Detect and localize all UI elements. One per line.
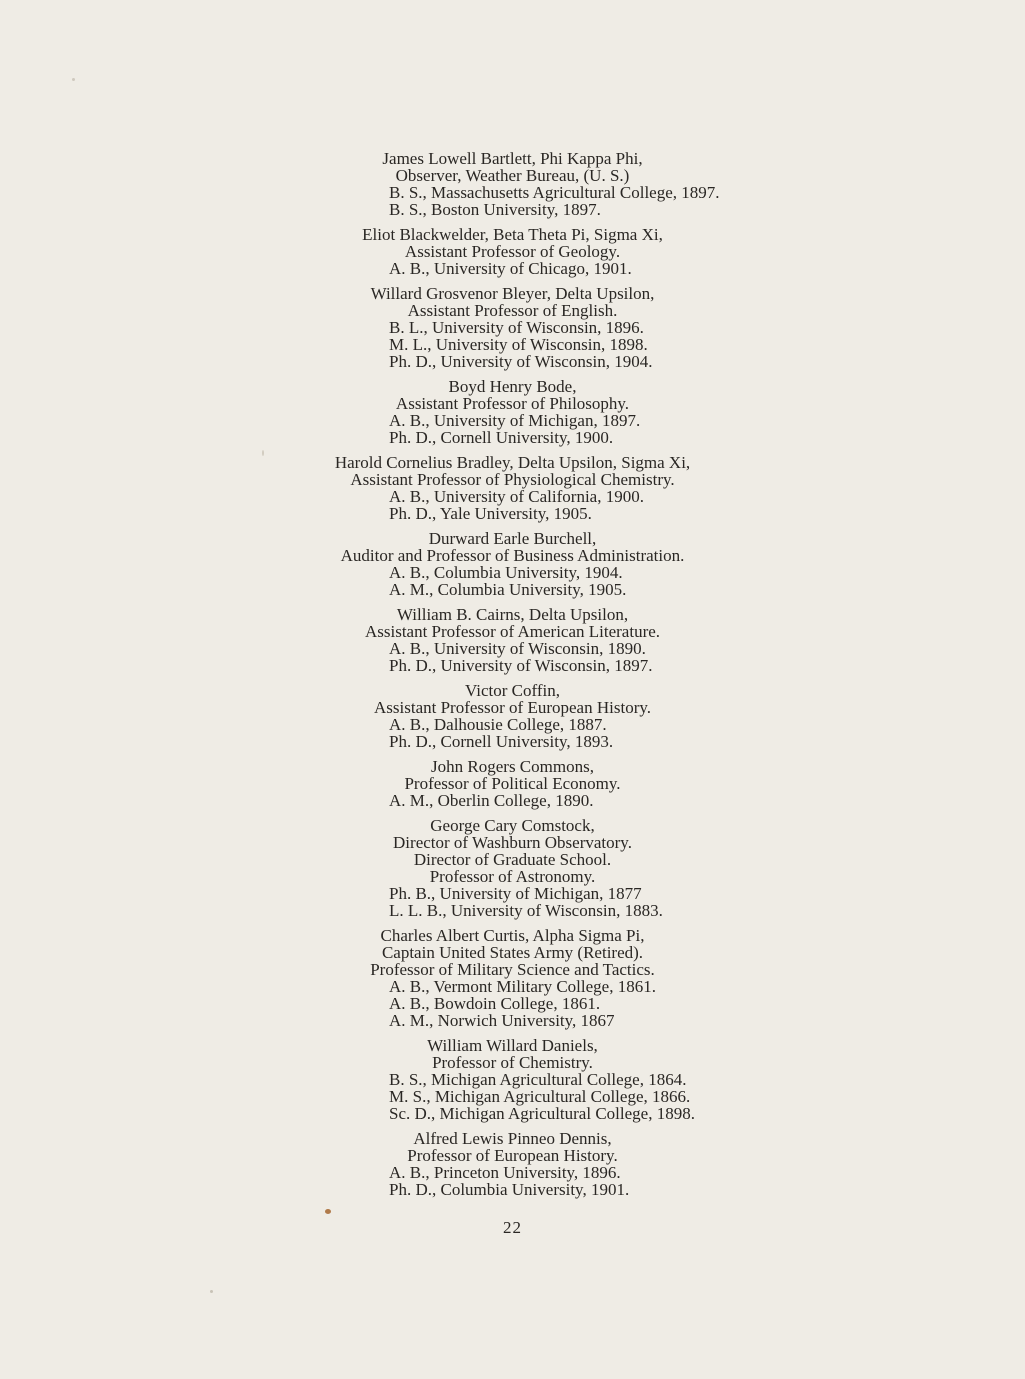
degree-line: Ph. D., Cornell University, 1900. — [389, 428, 614, 447]
faculty-title: Professor of European History. — [407, 1146, 618, 1165]
degree-line: A. B., Bowdoin College, 1861. — [389, 994, 601, 1013]
degree-line: Ph. D., Columbia University, 1901. — [389, 1180, 630, 1199]
faculty-title: Assistant Professor of Philosophy. — [395, 394, 630, 413]
faculty-name: Alfred Lewis Pinneo Dennis, — [413, 1129, 612, 1148]
degree-line: Ph. B., University of Michigan, 1877 — [389, 884, 642, 903]
faculty-entry — [0, 378, 1025, 446]
faculty-name: Harold Cornelius Bradley, Delta Upsilon, Sigma Xi, — [334, 453, 691, 472]
faculty-title: Assistant Professor of Geology. — [404, 242, 621, 261]
degree-line: B. S., Massachusetts Agricultural College, 1897. — [389, 183, 720, 202]
faculty-entry — [0, 1130, 1025, 1198]
faculty-title: Professor of Chemistry. — [432, 1053, 593, 1072]
faculty-title: Observer, Weather Bureau, (U. S.) — [395, 166, 630, 185]
faculty-title: Director of Washburn Observatory. — [393, 833, 632, 852]
degree-line: Ph. D., Cornell University, 1893. — [389, 732, 614, 751]
degree-line: A. B., Princeton University, 1896. — [389, 1163, 621, 1182]
faculty-entry — [0, 758, 1025, 809]
faculty-list — [0, 150, 1025, 1206]
faculty-name: George Cary Comstock, — [430, 816, 595, 835]
degree-line: A. M., Oberlin College, 1890. — [389, 791, 594, 810]
paper-speck — [72, 78, 75, 81]
faculty-name: Victor Coffin, — [465, 681, 560, 700]
degree-line: A. M., Norwich University, 1867 — [389, 1011, 615, 1030]
faculty-title: Professor of Astronomy. — [429, 867, 596, 886]
faculty-title: Assistant Professor of European History. — [374, 698, 651, 717]
degree-line: A. B., University of Wisconsin, 1890. — [389, 639, 646, 658]
faculty-entry — [0, 150, 1025, 218]
faculty-entry — [0, 817, 1025, 919]
degree-line: A. M., Columbia University, 1905. — [389, 580, 627, 599]
faculty-title: Professor of Political Economy. — [404, 774, 621, 793]
faculty-title: Auditor and Professor of Business Administration. — [340, 546, 685, 565]
paper-speck — [210, 1290, 213, 1293]
faculty-name: Boyd Henry Bode, — [448, 377, 577, 396]
degree-line: Ph. D., Yale University, 1905. — [389, 504, 592, 523]
faculty-entry — [0, 530, 1025, 598]
faculty-name: William Willard Daniels, — [427, 1036, 598, 1055]
degree-line: B. S., Michigan Agricultural College, 1864. — [389, 1070, 687, 1089]
faculty-name: William B. Cairns, Delta Upsilon, — [396, 605, 629, 624]
faculty-entry — [0, 454, 1025, 522]
faculty-title: Captain United States Army (Retired). — [381, 943, 644, 962]
degree-line: A. B., Columbia University, 1904. — [389, 563, 623, 582]
degree-line: A. B., University of California, 1900. — [389, 487, 644, 506]
paper-speck — [325, 1209, 331, 1214]
degree-line: A. B., Vermont Military College, 1861. — [389, 977, 656, 996]
faculty-name: Eliot Blackwelder, Beta Theta Pi, Sigma Xi, — [362, 225, 663, 244]
faculty-title: Director of Graduate School. — [413, 850, 612, 869]
degree-line: A. B., University of Michigan, 1897. — [389, 411, 641, 430]
degree-line: M. L., University of Wisconsin, 1898. — [389, 335, 648, 354]
faculty-entry — [0, 682, 1025, 750]
degree-line: Ph. D., University of Wisconsin, 1904. — [389, 352, 653, 371]
degree-line: A. B., Dalhousie College, 1887. — [389, 715, 607, 734]
faculty-entry — [0, 285, 1025, 370]
faculty-entry — [0, 606, 1025, 674]
faculty-title: Assistant Professor of Physiological Chemistry. — [350, 470, 675, 489]
degree-line: A. B., University of Chicago, 1901. — [389, 259, 632, 278]
faculty-name: Willard Grosvenor Bleyer, Delta Upsilon, — [370, 284, 655, 303]
degree-line: Sc. D., Michigan Agricultural College, 1898. — [389, 1104, 695, 1123]
degree-line: B. L., University of Wisconsin, 1896. — [389, 318, 644, 337]
degree-line: L. L. B., University of Wisconsin, 1883. — [389, 901, 663, 920]
paper-speck — [262, 450, 264, 456]
faculty-title: Professor of Military Science and Tactics. — [370, 960, 655, 979]
faculty-title: Assistant Professor of American Literature. — [364, 622, 661, 641]
degree-line: Ph. D., University of Wisconsin, 1897. — [389, 656, 653, 675]
degree-line: B. S., Boston University, 1897. — [389, 200, 601, 219]
faculty-title: Assistant Professor of English. — [407, 301, 618, 320]
faculty-name: Durward Earle Burchell, — [428, 529, 597, 548]
faculty-name: Charles Albert Curtis, Alpha Sigma Pi, — [380, 926, 645, 945]
degree-line: M. S., Michigan Agricultural College, 1866. — [389, 1087, 691, 1106]
page-number: 22 — [503, 1218, 522, 1237]
faculty-name: John Rogers Commons, — [431, 757, 594, 776]
faculty-name: James Lowell Bartlett, Phi Kappa Phi, — [382, 149, 643, 168]
faculty-entry — [0, 226, 1025, 277]
faculty-entry — [0, 927, 1025, 1029]
faculty-entry — [0, 1037, 1025, 1122]
